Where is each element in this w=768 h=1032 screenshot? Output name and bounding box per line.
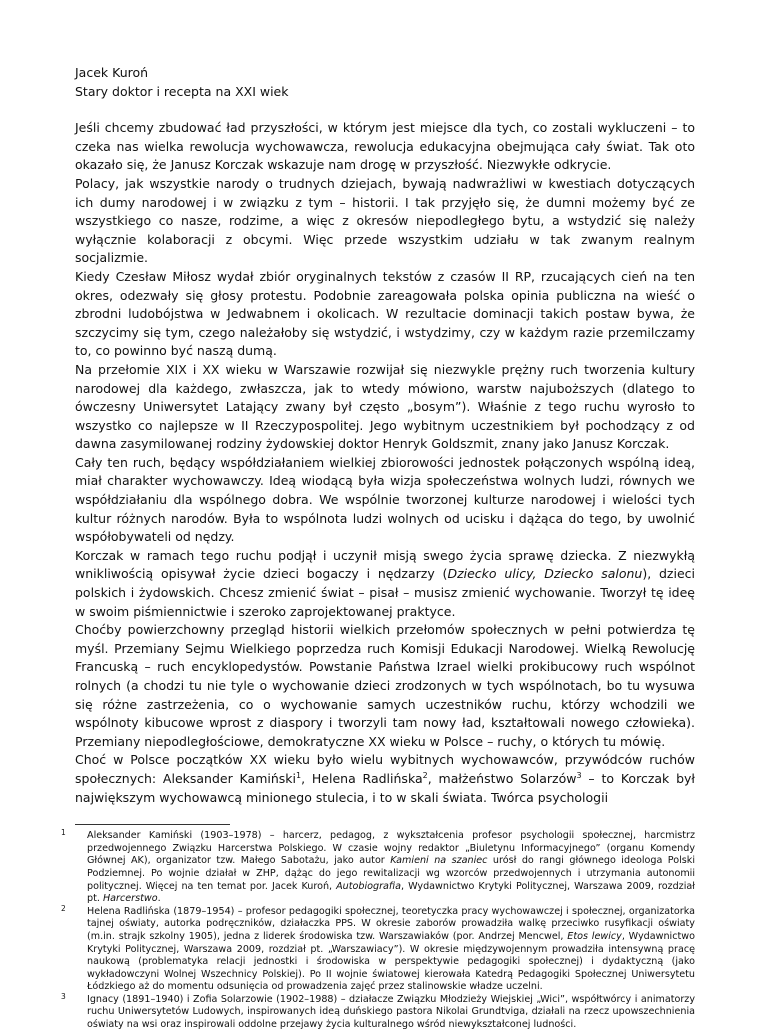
paragraph-8: Choć w Polsce początków XX wieku było wielu wybitnych wychowawców, przywódców ruchów społecznych: Aleksander Kamiński$^1$, Helena Radlińska$^2$, małżeństwo Solarzów$^3$ – to Korczak był największym wychowawcą minionego stulecia, i to w skali świata. Twórca psychologii [75, 752, 695, 805]
footnote-number: 2 [61, 903, 66, 913]
footnote-ref-2[interactable]: 2 [422, 770, 428, 780]
paragraph-7: Choćby powierzchowny przegląd historii wielkich przełomów społecznych w pełni potwierdza tę myśl. Przemiany Sejmu Wielkiego poprzedza ruch Komisji Edukacji Narodowej. Wielką Rewolucję Francuską – ruch encyklopedystów. Powstanie Państwa Izrael wielki prokibucowy ruch wspólnot rolnych (a chodzi tu nie tyle o wychowanie dzieci zrodzonych w tych wspólnotach, bo tu wysuwa się różne zastrzeżenia, co o wychowanie samych uczestników ruchu, którzy wchodzili we wspólnoty kibucowe wprost z diaspory i tworzyli tam nowy ład, kształtowali nowego człowieka). Przemiany niepodległościowe, demokratyczne XX wieku w Polsce – ruchy, o których tu mówię. [75, 622, 695, 749]
footnote-separator [75, 824, 230, 825]
paragraph-4: Na przełomie XIX i XX wieku w Warszawie rozwijał się niezwykle prężny ruch tworzenia kultury narodowej dla każdego, zwłaszcza, jak to wtedy mówiono, warstw najuboższych (dlatego to ówczesny Uniwersytet Latający zwany był często „bosym”). Właśnie z tego ruchu wyrosło to wszystko co najlepsze w II Rzeczypospolitej. Jego wybitnym uczestnikiem był pochodzący z od dawna zasymilowanej rodziny żydowskiej doktor Henryk Goldszmit, znany jako Janusz Korczak. [75, 361, 695, 452]
footnote-number: 1 [61, 828, 66, 838]
paragraph-3: Kiedy Czesław Miłosz wydał zbiór oryginalnych tekstów z czasów II RP, rzucających cień na ten okres, odezwały się głosy protestu. Podobnie zareagowała polska opinia publiczna na wieść o zbrodni ludobójstwa w Jedwabnem i okolicach. W rezultacie dominacji takich postaw bywa, że szczycimy się tym, czego należałoby się wstydzić, i wstydzimy, czy w każdym razie przemilczamy to, co powinno być naszą dumą. [75, 268, 695, 359]
document-page [61, 64, 696, 1032]
footnote-1: 1 Aleksander Kamiński (1903–1978) – harcerz, pedagog, z wykształcenia profesor psychologii społecznej, harcmistrz przedwojennego Związku Harcerstwa Polskiego. W czasie wojny redaktor „Biuletynu Informacyjnego” (organu Komendy Głównej AK), organizator tzw. Małego Sabotażu, jako autor Kamieni na szaniec urósł do rangi głównego ideologa Polski Podziemnej. Po wojnie działał w ZHP, dążąc do jego rewitalizacji wg wzorców przedwojennych i utrzymania autonomii politycznej. Więcej na ten temat por. Jacek Kuroń, Autobiografia, Wydawnictwo Krytyki Politycznej, Warszawa 2009, rozdział pt. Harcerstwo. [61, 828, 696, 905]
footnote-ref-1[interactable]: 1 [296, 770, 302, 780]
author-name: Jacek Kuroń [75, 65, 149, 80]
paragraph-2: Polacy, jak wszystkie narody o trudnych dziejach, bywają nadwrażliwi w kwestiach dotyczących ich dumy narodowej i w związku z tym – historii. I tak przyjęło się, że dumni możemy być ze wszystkiego co nasze, rodzime, a więc z okresów niepodległego bytu, a wstydzić się należy wyłącznie kolaboracji z obcymi. Więc przede wszystkim udziału w tak zwanym realnym socjalizmie. [75, 175, 695, 266]
paragraph-5: Cały ten ruch, będący współdziałaniem wielkiej zbiorowości jednostek połączonych wspólną ideą, miał charakter wychowawczy. Ideą wiodącą była wizja społeczeństwa wolnych ludzi, równych we współdziałaniu dla wspólnego dobra. We wspólnie tworzonej kulturze narodowej i wielości tych kultur różnych narodów. Była to wspólnota ludzi wolnych od ucisku i dążąca do tego, by uwolnić współobywateli od nędzy. [75, 454, 695, 545]
paragraph-6: Korczak w ramach tego ruchu podjął i uczynił misją swego życia sprawę dziecka. Z niezwykłą wnikliwością opisywał życie dzieci bogaczy i nędzarzy (Dziecko ulicy, Dziecko salonu), dzieci polskich i żydowskich. Chcesz zmienić świat – pisał – musisz zmienić wychowanie. Tworzył tę ideę w swoim piśmiennictwie i szeroko zaprojektowanej praktyce. [75, 547, 695, 619]
footnote-3: 3 Ignacy (1891–1940) i Zofia Solarzowie (1902–1988) – działacze Związku Młodzieży Wiejskiej „Wici”, współtwórcy i animatorzy ruchu Uniwersytetów Ludowych, inspirowanych ideą duńskiego pastora Nikolai Grundtviga, działali na rzecz upowszechnienia oświaty na wsi oraz inspirowali oddolne przejawy życia kulturalnego wśród niewykształconej ludności. [61, 991, 695, 1031]
footnote-number: 3 [61, 991, 66, 1001]
spacer [75, 101, 695, 119]
footnote-2: 2 Helena Radlińska (1879–1954) – profesor pedagogiki społecznej, teoretyczka pracy wychowawczej i społecznej, organizatorka tajnej oświaty, autorka podręczników, działaczka PPS. W okresie zaborów prowadziła walkę przeciwko rusyfikacji oświaty (m.in. strajk szkolny 1905), jedna z liderek środowiska tzw. Warszawiaków (por. Andrzej Mencwel, Etos lewicy, Wydawnictwo Krytyki Politycznej, Warszawa 2009, rozdział pt. „Warszawiacy”). W okresie międzywojennym prowadziła intensywną pracę naukową (problematyka relacji jednostki i środowiska w perspektywie pedagogiki społecznej) i dydaktyczną (jako wykładowczyni Wolnej Wszechnicy Polskiej). Po II wojnie światowej kierowała Katedrą Pedagogiki Społecznej Uniwersytetu Łódzkiego aż do momentu odsunięcia od prowadzenia zajęć przez stalinowskie władze uczelni. [61, 903, 695, 993]
paragraph-1: Jeśli chcemy zbudować ład przyszłości, w którym jest miejsce dla tych, co zostali wykluczeni – to czeka nas wielka rewolucja wychowawcza, rewolucja edukacyjna obejmująca cały świat. Tak oto okazało się, że Janusz Korczak wskazuje nam drogę w przyszłość. Niezwykłe odkrycie. [75, 120, 695, 173]
footnote-ref-3[interactable]: 3 [576, 770, 582, 780]
book-title: Dziecko ulicy, Dziecko salonu [447, 566, 643, 582]
document-title: Stary doktor i recepta na XXI wiek [75, 83, 289, 99]
